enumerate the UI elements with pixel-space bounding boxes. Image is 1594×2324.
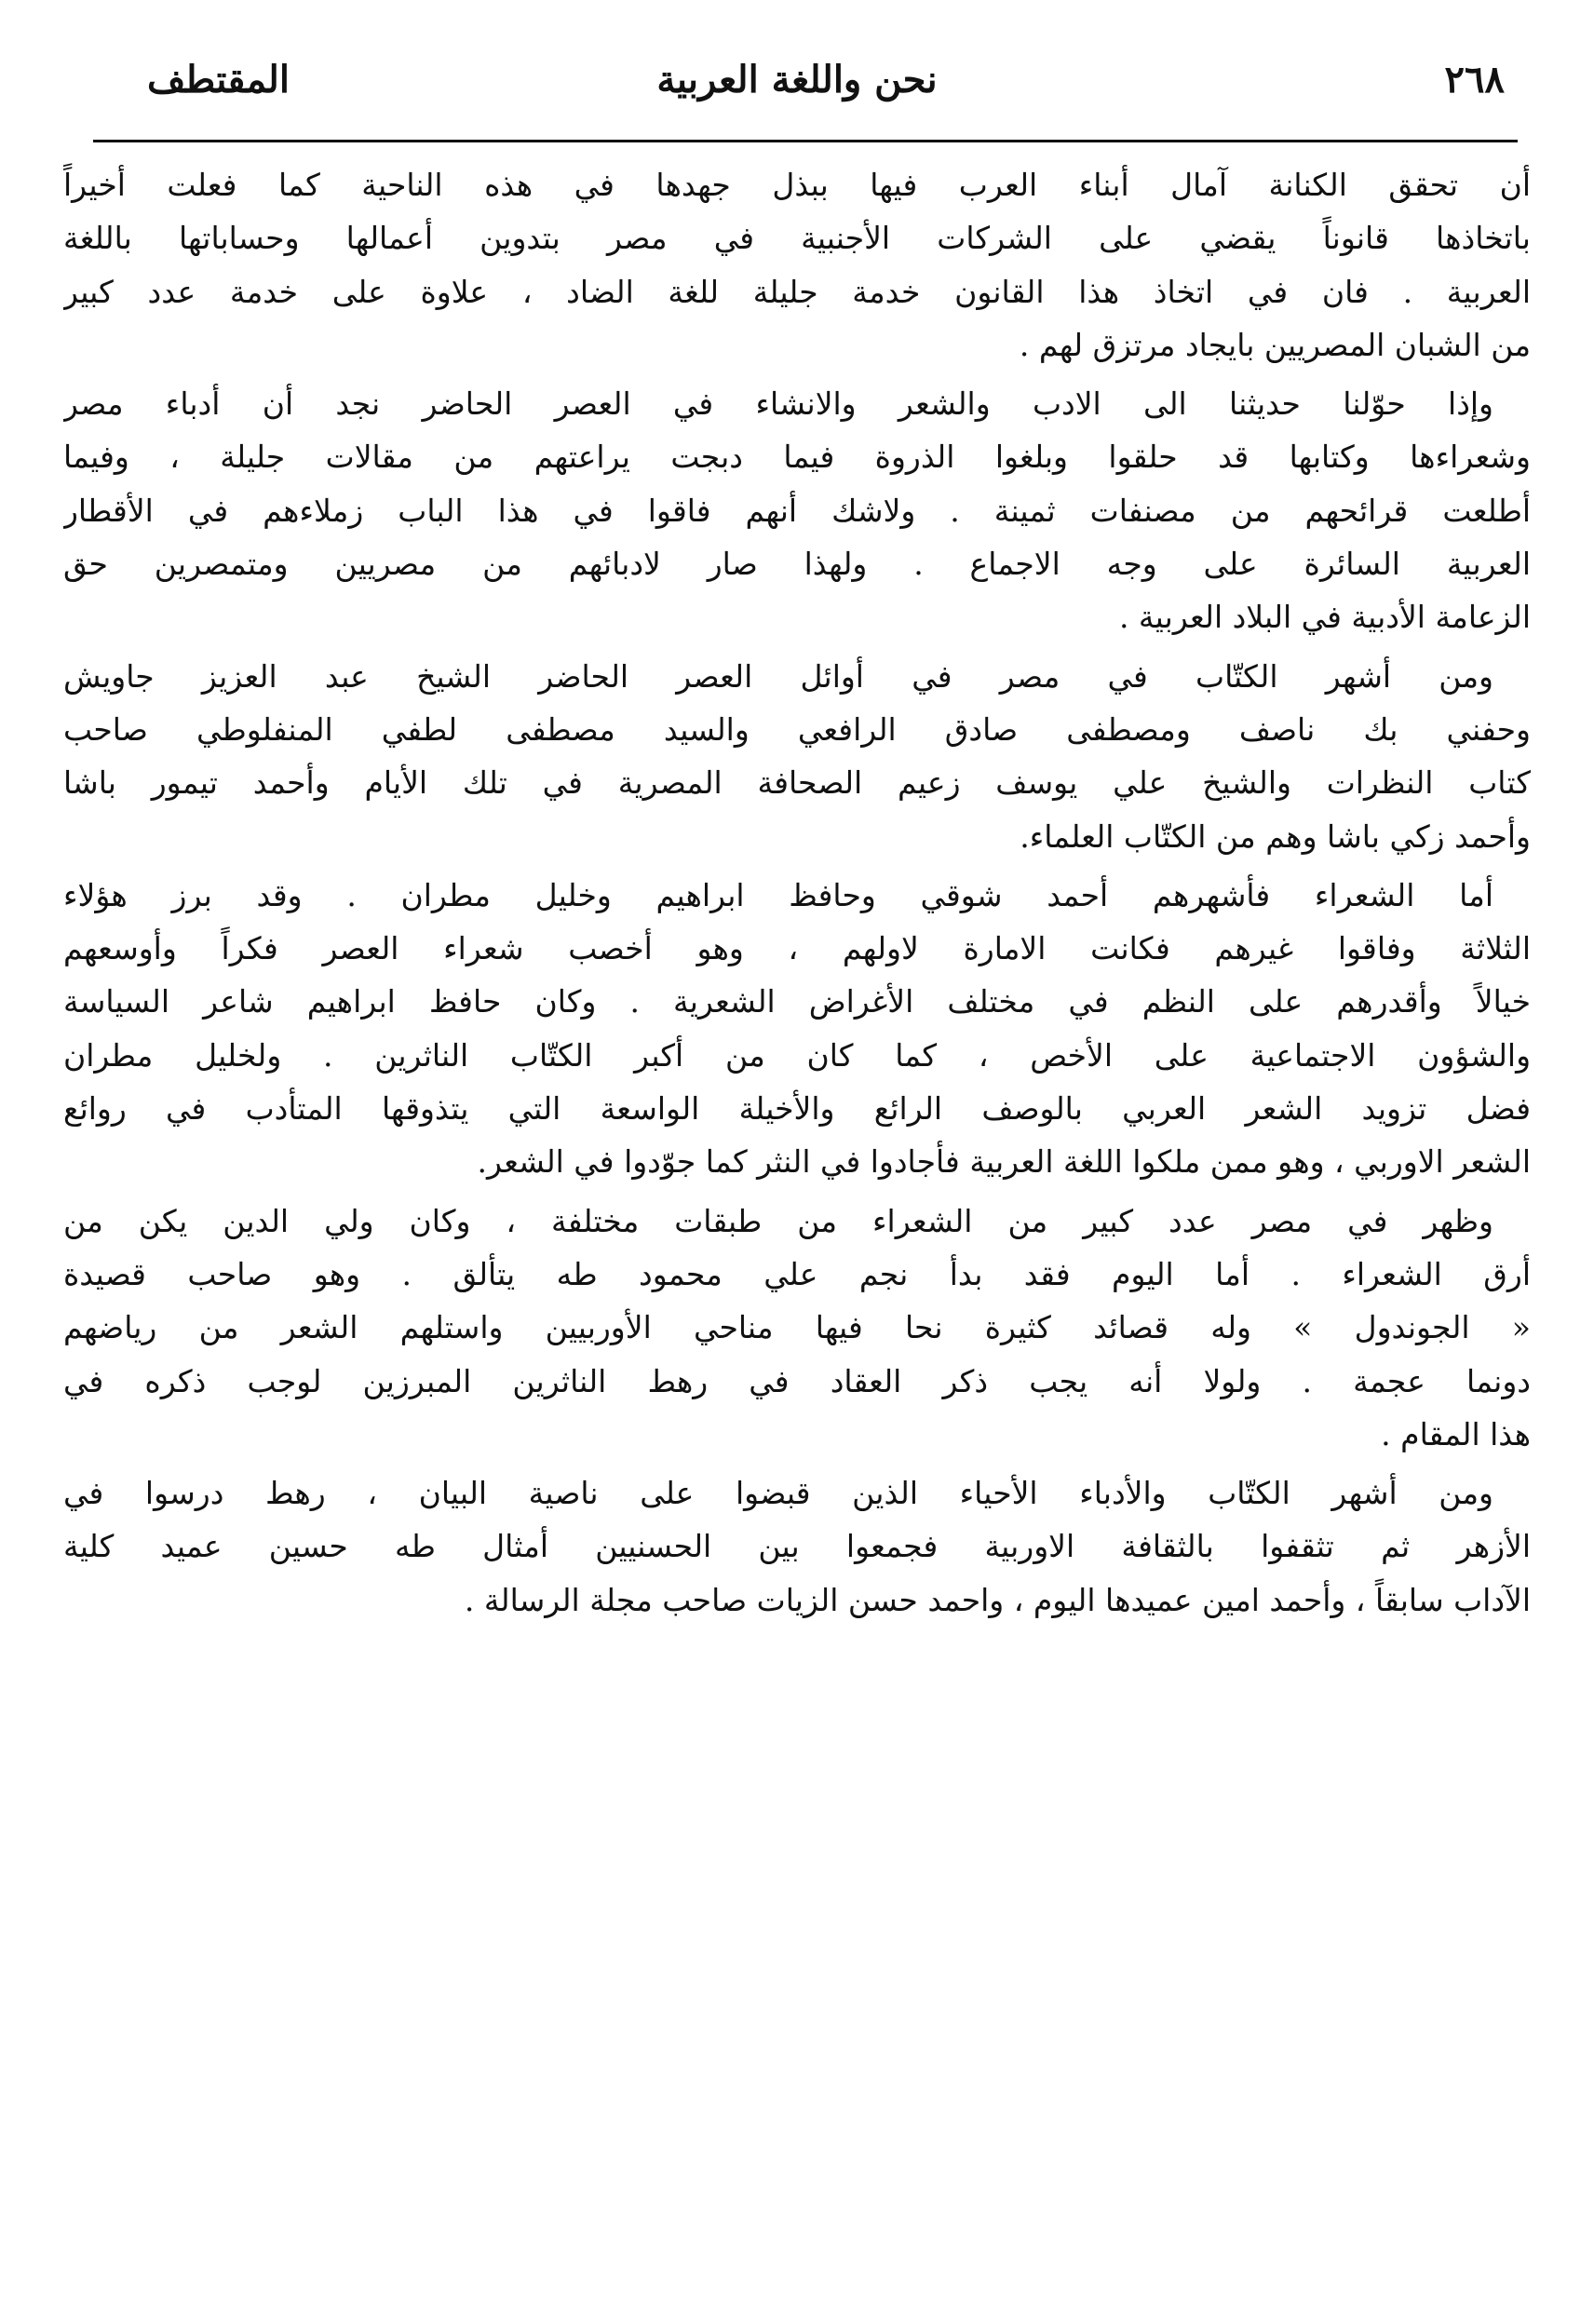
text-line: العربية السائرة على وجه الاجماع . ولهذا صار لادبائهم من مصريين ومتمصرين حق bbox=[63, 546, 1531, 583]
text-line: فضل تزويد الشعر العربي بالوصف الرائع والأخيلة الواسعة التي يتذوقها المتأدب في روائع bbox=[63, 1090, 1531, 1128]
text-line: باتخاذها قانوناً يقضي على الشركات الأجنبية في مصر بتدوين أعمالها وحساباتها باللغة bbox=[63, 220, 1531, 257]
page-number: ٢٦٨ bbox=[1444, 58, 1505, 101]
article-body bbox=[63, 158, 1531, 1632]
text-line: أطلعت قرائحهم من مصنفات ثمينة . ولاشك أنهم فاقوا في هذا الباب زملاءهم في الأقطار bbox=[63, 492, 1531, 529]
paragraph bbox=[63, 650, 1531, 863]
text-line: الشعر الاوربي ، وهو ممن ملكوا اللغة العربية فأجادوا في النثر كما جوّدوا في الشعر. bbox=[477, 1143, 1531, 1181]
text-line: الآداب سابقاً ، وأحمد امين عميدها اليوم ، واحمد حسن الزيات صاحب مجلة الرسالة . bbox=[464, 1581, 1531, 1618]
paragraph bbox=[63, 377, 1531, 643]
paragraph bbox=[63, 1466, 1531, 1627]
text-line: الأزهر ثم تثقفوا بالثقافة الاوربية فجمعوا بين الحسنيين أمثال طه حسين عميد كلية bbox=[63, 1528, 1531, 1565]
text-line: وإذا حوّلنا حديثنا الى الادب والشعر والانشاء في العصر الحاضر نجد أن أدباء مصر bbox=[63, 385, 1493, 423]
text-line: « الجوندول » وله قصائد كثيرة نحا فيها مناحي الأوربيين واستلهم الشعر من رياضهم bbox=[63, 1309, 1531, 1346]
text-line: الثلاثة وفاقوا غيرهم فكانت الامارة لاولهم ، وهو أخصب شعراء العصر فكراً وأوسعهم bbox=[63, 930, 1531, 967]
text-line: أن تحقق الكنانة آمال أبناء العرب فيها ببذل جهدها في هذه الناحية كما فعلت أخيراً bbox=[63, 167, 1531, 203]
paragraph bbox=[63, 1195, 1531, 1461]
text-line: وشعراءها وكتابها قد حلقوا وبلغوا الذروة فيما دبجت يراعتهم من مقالات جليلة ، وفيما bbox=[63, 439, 1531, 476]
page-header bbox=[63, 37, 1531, 140]
text-line: وأحمد زكي باشا وهم من الكتّاب العلماء. bbox=[1020, 817, 1531, 855]
running-title: نحن واللغة العربية bbox=[656, 58, 938, 101]
journal-name: المقتطف bbox=[147, 58, 290, 101]
text-line: أرق الشعراء . أما اليوم فقد بدأ نجم علي محمود طه يتألق . وهو صاحب قصيدة bbox=[63, 1255, 1531, 1292]
text-line: دونما عجمة . ولولا أنه يجب ذكر العقاد في رهط الناثرين المبرزين لوجب ذكره في bbox=[63, 1362, 1531, 1399]
paragraph bbox=[63, 869, 1531, 1189]
text-line: وحفني بك ناصف ومصطفى صادق الرافعي والسيد مصطفى لطفي المنفلوطي صاحب bbox=[63, 710, 1531, 748]
text-line: خيالاً وأقدرهم على النظم في مختلف الأغراض الشعرية . وكان حافظ ابراهيم شاعر السياسة bbox=[63, 983, 1531, 1020]
text-line: ومن أشهر الكتّاب في مصر في أوائل العصر الحاضر الشيخ عبد العزيز جاويش bbox=[63, 657, 1493, 695]
text-line: هذا المقام . bbox=[1381, 1415, 1531, 1452]
text-line: أما الشعراء فأشهرهم أحمد شوقي وحافظ ابراهيم وخليل مطران . وقد برز هؤلاء bbox=[63, 876, 1493, 913]
text-line: والشؤون الاجتماعية على الأخص ، كما كان من أكبر الكتّاب الناثرين . ولخليل مطران bbox=[63, 1036, 1531, 1074]
text-line: كتاب النظرات والشيخ علي يوسف زعيم الصحافة المصرية في تلك الأيام وأحمد تيمور باشا bbox=[63, 764, 1531, 802]
text-line: العربية . فان في اتخاذ هذا القانون خدمة جليلة للغة الضاد ، علاوة على خدمة عدد كبير bbox=[63, 273, 1531, 310]
header-rule bbox=[93, 140, 1518, 142]
text-line: وظهر في مصر عدد كبير من الشعراء من طبقات مختلفة ، وكان ولي الدين يكن من bbox=[63, 1202, 1493, 1239]
text-line: من الشبان المصريين بايجاد مرتزق لهم . bbox=[1019, 326, 1531, 363]
document-page bbox=[63, 37, 1531, 2300]
paragraph bbox=[63, 158, 1531, 372]
text-line: الزعامة الأدبية في البلاد العربية . bbox=[1118, 599, 1531, 636]
text-line: ومن أشهر الكتّاب والأدباء الأحياء الذين قبضوا على ناصية البيان ، رهط درسوا في bbox=[63, 1475, 1493, 1512]
